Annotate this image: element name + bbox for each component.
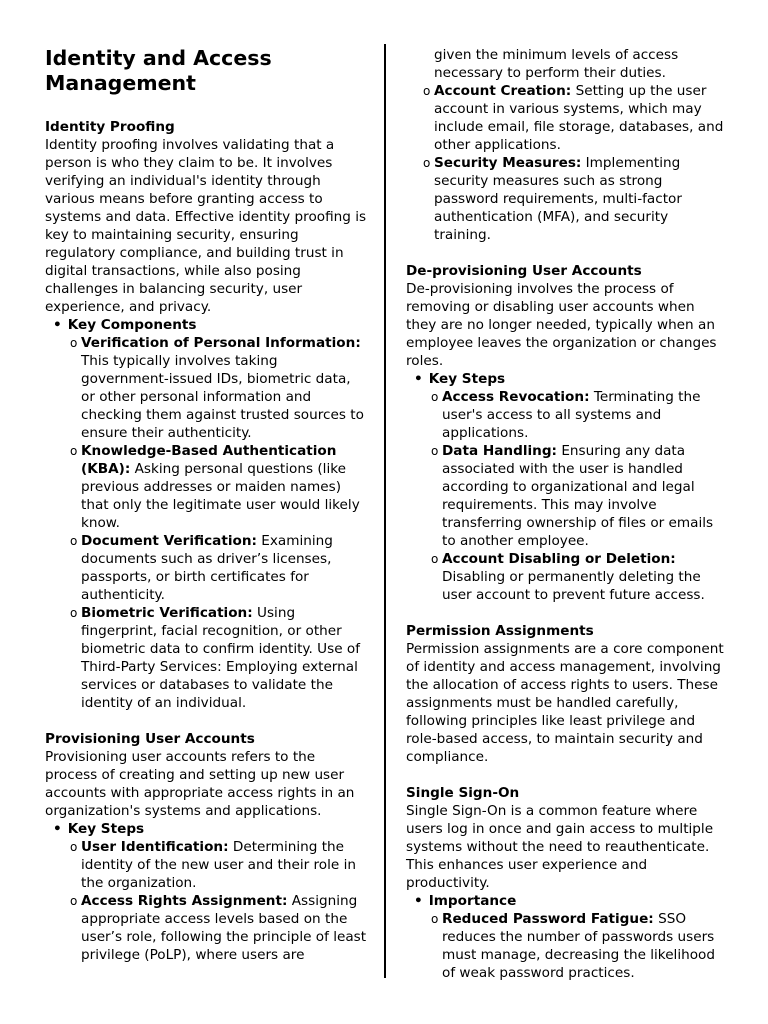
item-term: Security Measures: [434,155,582,171]
list-item [70,442,367,532]
item-text: Asking personal questions (like previous addresses or maiden names) that only the legitimate user would likely know. [81,461,360,531]
item-term: Document Verification: [81,533,257,549]
bullet-icon: • [414,893,423,909]
section-heading: Single Sign-On [406,785,520,801]
item-term: Access Revocation: [442,389,590,405]
bullet-icon: • [53,821,62,837]
list-item [70,334,367,442]
item-term: Knowledge-Based Authentication (KBA): [81,443,337,477]
item-text: Disabling or permanently deleting the user account to prevent future access. [442,569,705,603]
sub-list [53,838,367,964]
list-heading-item [53,316,367,712]
list-item [431,910,724,982]
list-heading-item [53,820,367,964]
section-body: Provisioning user accounts refers to the process of creating and setting up new user accounts with appropriate access rights in an organization's systems and applications. [45,749,355,819]
sub-bullet-icon: o [431,912,439,926]
item-term: Data Handling: [442,443,557,459]
page-title: Identity and Access Management [45,46,272,95]
continued-text: given the minimum levels of access necessary to perform their duties. [434,47,679,81]
list-item [70,604,367,712]
section-single-sign-on [406,784,724,982]
list-item [431,388,724,442]
list-item [431,442,724,550]
section-provisioning [45,730,367,964]
list-heading-item [414,370,724,604]
list-item [431,550,724,604]
section-permission-assignments [406,622,724,766]
section-body: Permission assignments are a core component of identity and access management, involving the allocation of access rights to users. These assignments must be handled carefully, following principles like least privilege and role-based access, to maintain security and compliance. [406,641,724,765]
list-heading: Key Components [67,317,197,333]
item-text: Setting up the user account in various systems, which may include email, file storage, databases, and other applications. [434,83,724,153]
section-heading: Provisioning User Accounts [45,731,255,747]
sub-list [53,334,367,712]
item-term: Reduced Password Fatigue: [442,911,654,927]
list-item [70,838,367,892]
list-item [70,532,367,604]
item-term: Verification of Personal Information: [81,335,361,351]
list-item [423,154,724,244]
sub-bullet-icon: o [70,606,78,620]
sub-bullet-icon: o [431,444,439,458]
bullet-icon: • [53,317,62,333]
section-identity-proofing [45,118,367,712]
section-provisioning-continued [406,46,724,244]
item-text: Using fingerprint, facial recognition, or other biometric data to confirm identity. Use of Third-Party Services: Employing external services or databases to validate the identity of an individual. [81,605,360,711]
list-heading: Key Steps [428,371,506,387]
list-heading: Importance [428,893,517,909]
section-deprovisioning [406,262,724,604]
section-heading: Permission Assignments [406,623,594,639]
section-body: De-provisioning involves the process of removing or disabling user accounts when they are no longer needed, typically when an employee leaves the organization or changes roles. [406,281,717,369]
item-text: Examining documents such as driver’s licenses, passports, or birth certificates for authenticity. [81,533,333,603]
item-text: Ensuring any data associated with the user is handled according to organizational and legal requirements. This may involve transferring ownership of files or emails to another employee. [442,443,714,549]
sub-bullet-icon: o [70,840,78,854]
sub-bullet-icon: o [70,534,78,548]
left-column [45,46,367,982]
key-components-list [45,316,367,712]
sub-list [414,910,724,982]
key-steps-list [406,370,724,604]
list-heading: Key Steps [67,821,145,837]
sub-bullet-icon: o [423,84,431,98]
key-steps-list [45,820,367,964]
item-term: Access Rights Assignment: [81,893,288,909]
column-divider [384,44,386,978]
item-term: User Identification: [81,839,229,855]
list-item [423,82,724,154]
item-term: Account Disabling or Deletion: [442,551,676,567]
list-item [70,892,367,964]
item-text: Determining the identity of the new user and their role in the organization. [81,839,356,891]
sub-bullet-icon: o [70,444,78,458]
item-text: Assigning appropriate access levels based on the user’s role, following the principle of least privilege (PoLP), where users are [81,893,367,963]
section-heading: De-provisioning User Accounts [406,263,642,279]
item-text: This typically involves taking government-issued IDs, biometric data, or other personal information and checking them against trusted sources to ensure their authenticity. [81,353,364,441]
sub-list [406,82,724,244]
sub-bullet-icon: o [431,390,439,404]
sub-bullet-icon: o [431,552,439,566]
section-body: Identity proofing involves validating that a person is who they claim to be. It involves verifying an individual's identity through various means before granting access to systems and data. Effective identity proofing is key to maintaining security, ensuring regulatory compliance, and building trust in digital transactions, while also posing challenges in balancing security, user experience, and privacy. [45,137,367,315]
item-text: Terminating the user's access to all systems and applications. [442,389,701,441]
list-heading-item [414,892,724,982]
bullet-icon: • [414,371,423,387]
sub-bullet-icon: o [70,894,78,908]
sub-bullet-icon: o [70,336,78,350]
section-body: Single Sign-On is a common feature where users log in once and gain access to multiple systems without the need to reauthenticate. This enhances user experience and productivity. [406,803,714,891]
importance-list [406,892,724,982]
section-heading: Identity Proofing [45,119,175,135]
item-text: Implementing security measures such as strong password requirements, multi-factor authentication (MFA), and security training. [434,155,682,243]
item-text: SSO reduces the number of passwords users must manage, decreasing the likelihood of weak password practices. [442,911,715,981]
sub-bullet-icon: o [423,156,431,170]
item-term: Biometric Verification: [81,605,253,621]
right-column [406,46,724,1000]
item-term: Account Creation: [434,83,572,99]
sub-list [414,388,724,604]
